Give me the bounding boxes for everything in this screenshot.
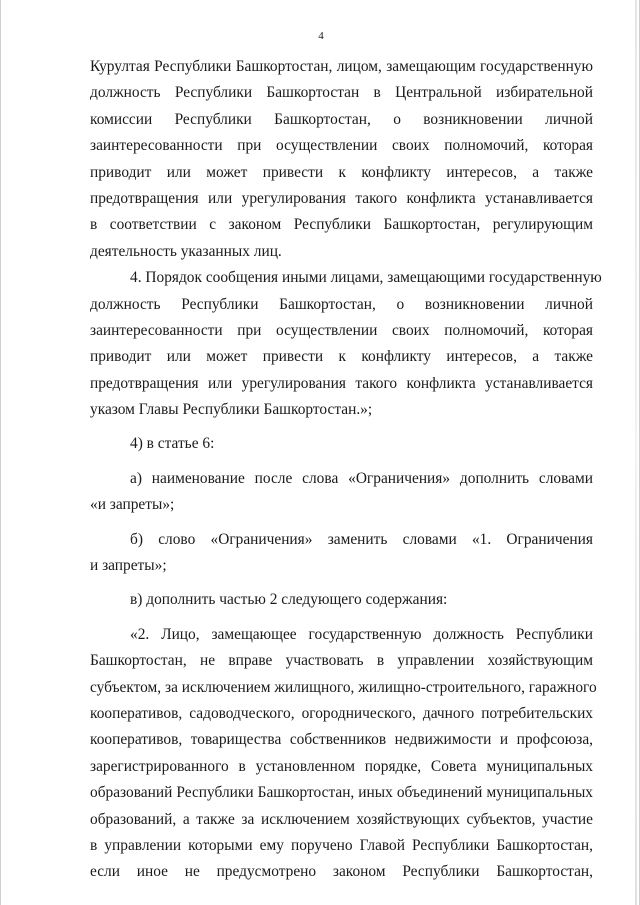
text-line: Башкортостан, не вправе участвовать в управлении хозяйствующим [90, 652, 593, 670]
text-line: должность Республики Башкортостан в Центральной избирательной [90, 84, 593, 102]
text-line: 4) в статье 6: [130, 435, 215, 453]
text-line: образований, а также за исключением хозяйствующих субъектов, участие [90, 810, 593, 828]
paragraph-subitem-v [90, 587, 593, 613]
paragraph-article-6 [90, 431, 593, 457]
text-line: в) дополнить частью 2 следующего содержания: [130, 591, 448, 609]
text-line: зарегистрированного в установленном порядке, Совета муниципальных [90, 757, 593, 775]
text-line: предотвращения или урегулирования такого конфликта устанавливается [90, 374, 593, 392]
text-line: «2. Лицо, замещающее государственную должность Республики [130, 625, 593, 643]
text-line: «и запреты»; [90, 496, 175, 514]
scan-edge [635, 0, 637, 905]
text-line: субъектом, за исключением жилищного, жилищно-строительного, гаражного [90, 678, 597, 696]
text-line: б) слово «Ограничения» заменить словами «1. Ограничения [130, 530, 593, 548]
text-line: кооперативов, садоводческого, огороднического, дачного потребительских [90, 704, 593, 722]
paragraph-item-4 [90, 265, 602, 423]
text-line: а) наименование после слова «Ограничения» дополнить словами [130, 469, 593, 487]
paragraph-part-2 [90, 622, 597, 886]
text-line: в соответствии с законом Республики Башкортостан, регулирующим [90, 216, 593, 234]
text-line: кооперативов, товарищества собственников недвижимости и профсоюза, [90, 731, 593, 749]
text-line: приводит или может привести к конфликту интересов, а также [90, 348, 593, 366]
text-line: деятельность указанных лиц. [90, 242, 282, 260]
text-line: приводит или может привести к конфликту интересов, а также [90, 163, 593, 181]
text-line: Курултая Республики Башкортостан, лицом, замещающим государственную [90, 58, 593, 75]
text-line: 4. Порядок сообщения иными лицами, замещающими государственную [130, 269, 602, 287]
text-line: указом Главы Республики Башкортостан.»; [90, 401, 373, 419]
document-body [90, 54, 602, 886]
text-line: если иное не предусмотрено законом Республики Башкортостан, [90, 863, 593, 881]
text-line: и запреты»; [90, 557, 167, 575]
text-line: предотвращения или урегулирования такого конфликта устанавливается [90, 189, 593, 207]
text-line: образований Республики Башкортостан, иных объединений муниципальных [90, 784, 593, 802]
page-number: 4 [318, 30, 324, 42]
paragraph-continuation [90, 54, 593, 265]
text-line: должность Республики Башкортостан, о возникновении личной [90, 295, 593, 313]
text-line: заинтересованности при осуществлении своих полномочий, которая [90, 137, 593, 155]
text-line: комиссии Республики Башкортостан, о возникновении личной [90, 110, 593, 128]
paragraph-subitem-b [90, 527, 593, 580]
paragraph-subitem-a [90, 466, 593, 519]
text-line: заинтересованности при осуществлении своих полномочий, которая [90, 321, 593, 339]
text-line: в управлении которыми ему поручено Главой Республики Башкортостан, [90, 836, 593, 854]
